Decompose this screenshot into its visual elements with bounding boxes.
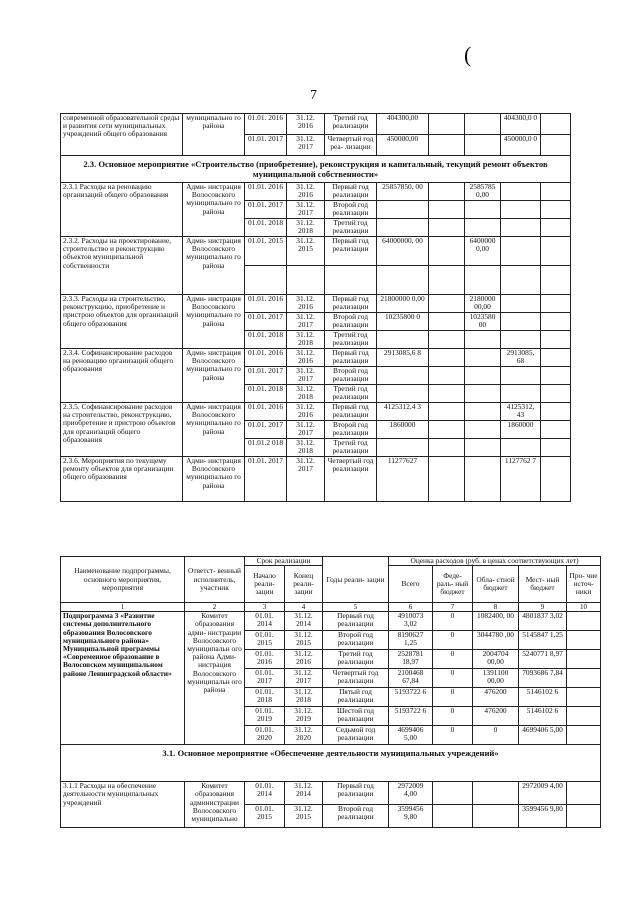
end-date: 31.12. 2017 — [287, 367, 325, 385]
start-date: 01.01. 2018 — [245, 219, 287, 237]
regional-budget: 6400000 0,00 — [465, 237, 501, 266]
column-number: 9 — [519, 603, 567, 612]
impl-year: Шестой год реализации — [323, 707, 389, 726]
federal-budget — [429, 385, 465, 403]
col-header-local: Мест- ный бюджет — [519, 566, 567, 603]
local-budget: 2913085, 68 — [501, 349, 541, 367]
subprogram-table — [60, 556, 601, 828]
table-row — [61, 114, 571, 135]
start-date: 01.01. 2018 — [245, 331, 287, 349]
executor: Адми- нистрация Волосовского муниципально го района — [183, 349, 245, 403]
other-sources — [541, 331, 571, 349]
local-budget: 1127762 7 — [501, 457, 541, 502]
start-date: 01.01.2 018 — [245, 439, 287, 457]
total-cost: 2913085,6 8 — [377, 349, 429, 367]
page-number: 7 — [310, 88, 317, 103]
end-date: 31.12. 2019 — [285, 707, 323, 726]
col-header-term: Срок реализации — [245, 557, 323, 566]
regional-budget — [465, 266, 501, 295]
regional-budget — [465, 135, 501, 156]
end-date: 31.12. 2017 — [287, 457, 325, 502]
total-cost: 11277627 — [377, 457, 429, 502]
regional-budget: 1082400, 00 — [473, 612, 519, 631]
impl-year: Первый год реализации — [325, 295, 377, 313]
total-cost — [377, 201, 429, 219]
local-budget — [501, 439, 541, 457]
impl-year: Первый год реализации — [323, 782, 389, 805]
column-number: 8 — [473, 603, 519, 612]
impl-year: Третий год реализации — [325, 219, 377, 237]
local-budget: 2972009 4,00 — [519, 782, 567, 805]
col-header-other: Про- чие источ- ники — [567, 566, 601, 603]
col-header-estimate: Оценка расходов (руб. в ценах соответствующих лет) — [389, 557, 601, 566]
start-date: 01.01. 2017 — [245, 457, 287, 502]
regional-budget — [465, 439, 501, 457]
table-row — [61, 183, 571, 201]
regional-budget — [465, 349, 501, 367]
regional-budget — [465, 219, 501, 237]
impl-year: Второй год реализации — [325, 201, 377, 219]
federal-budget — [429, 367, 465, 385]
other-sources — [567, 612, 601, 631]
end-date: 31.12. 2016 — [287, 295, 325, 313]
local-budget — [501, 219, 541, 237]
column-number: 7 — [433, 603, 473, 612]
federal-budget — [429, 183, 465, 201]
start-date: 01.01. 2020 — [245, 726, 285, 745]
total-cost: 8190627 1,25 — [389, 631, 433, 650]
total-cost: 5193722 6 — [389, 707, 433, 726]
regional-budget: 476200 — [473, 688, 519, 707]
other-sources — [567, 688, 601, 707]
end-date: 31.12. 2017 — [285, 669, 323, 688]
impl-year: Первый год реализации — [325, 237, 377, 266]
corner-mark: ( — [464, 42, 472, 67]
subprogram-name: Подпрограмма 3 «Развитие системы дополнительного образования Волосовского муниципального района» Муниципальной программы «Современное образование в Волосовском муниципальном районе Ленинградской области» — [61, 612, 185, 745]
regional-budget — [465, 114, 501, 135]
start-date: 01.01. 2016 — [245, 349, 287, 367]
regional-budget — [473, 805, 519, 828]
end-date: 31.12. 2017 — [287, 421, 325, 439]
federal-budget — [429, 201, 465, 219]
start-date: 01.01. 2017 — [245, 421, 287, 439]
column-number: 2 — [185, 603, 245, 612]
measure-name: 2.3.5. Софинансирование расходов на строительство, реконструкцию, приобретение и пристрою объектов для организаций общего образования — [61, 403, 183, 457]
regional-budget: 476200 — [473, 707, 519, 726]
impl-year: Первый год реализации — [325, 403, 377, 421]
federal-budget — [429, 266, 465, 295]
program-measures-table — [60, 113, 571, 502]
local-budget — [501, 367, 541, 385]
regional-budget — [465, 331, 501, 349]
impl-year: Третий год реализации — [325, 331, 377, 349]
total-cost: 2972009 4,00 — [389, 782, 433, 805]
regional-budget: 2180000 00,00 — [465, 295, 501, 313]
regional-budget — [465, 403, 501, 421]
total-cost — [377, 367, 429, 385]
col-header-end: Конец реали- зации — [285, 566, 323, 603]
executor: Адми- нистрация Волосовского муниципально го района — [183, 457, 245, 502]
local-budget — [501, 295, 541, 313]
executor: Комитет образования администрации Волосовского муниципально — [185, 782, 245, 828]
other-sources — [567, 707, 601, 726]
other-sources — [541, 349, 571, 367]
measure-name: 2.3.4. Софинансирование расходов на реновацию организаций общего образования — [61, 349, 183, 403]
federal-budget — [429, 237, 465, 266]
end-date: 31.12. 2015 — [285, 805, 323, 828]
start-date: 01.01. 2017 — [245, 313, 287, 331]
local-budget — [501, 266, 541, 295]
impl-year: Третий год реализации — [323, 650, 389, 669]
federal-budget — [429, 439, 465, 457]
impl-year: Третий год реализации — [325, 114, 377, 135]
federal-budget — [429, 135, 465, 156]
other-sources — [541, 114, 571, 135]
other-sources — [541, 237, 571, 266]
federal-budget — [433, 805, 473, 828]
start-date: 01.01. 2018 — [245, 688, 285, 707]
other-sources — [567, 805, 601, 828]
end-date: 31.12. 2018 — [287, 439, 325, 457]
local-budget: 5240771 8,97 — [519, 650, 567, 669]
start-date: 01.01. 2015 — [245, 631, 285, 650]
regional-budget: 1391100 00,00 — [473, 669, 519, 688]
col-header-federal: Феде- раль- ный бюджет — [433, 566, 473, 603]
total-cost: 2100468 67,84 — [389, 669, 433, 688]
total-cost: 2528781 18,97 — [389, 650, 433, 669]
measure-name: современной образовательной среды и развития сети муниципальных учреждений общего образования — [61, 114, 183, 156]
local-budget: 5145847 1,25 — [519, 631, 567, 650]
local-budget — [501, 331, 541, 349]
end-date: 31.12. 2016 — [287, 403, 325, 421]
start-date: 01.01. 2016 — [245, 183, 287, 201]
other-sources — [541, 421, 571, 439]
total-cost: 21800000 0,00 — [377, 295, 429, 313]
total-cost: 1860000 — [377, 421, 429, 439]
start-date: 01.01. 2015 — [245, 805, 285, 828]
end-date: 31.12. 2014 — [285, 782, 323, 805]
regional-budget: 2585785 0,00 — [465, 183, 501, 201]
total-cost — [377, 439, 429, 457]
impl-year: Пятый год реализации — [323, 688, 389, 707]
other-sources — [567, 782, 601, 805]
start-date: 01.01. 2018 — [245, 385, 287, 403]
total-cost: 4125312,4 3 — [377, 403, 429, 421]
federal-budget — [429, 219, 465, 237]
federal-budget: 0 — [433, 726, 473, 745]
start-date: 01.01. 2017 — [245, 669, 285, 688]
local-budget: 4125312, 43 — [501, 403, 541, 421]
impl-year: Второй год реализации — [325, 421, 377, 439]
start-date: 01.01. 2015 — [245, 237, 287, 266]
impl-year: Четвертый год реализации — [323, 669, 389, 688]
impl-year: Четвертый год реализации — [325, 457, 377, 502]
executor: Адми- нистрация Волосовского муниципально го района — [183, 237, 245, 295]
impl-year — [325, 266, 377, 295]
table-row — [61, 403, 571, 421]
impl-year: Второй год реализации — [325, 313, 377, 331]
table-row — [61, 457, 571, 502]
local-budget — [501, 237, 541, 266]
local-budget — [501, 385, 541, 403]
start-date — [245, 266, 287, 295]
regional-budget — [465, 457, 501, 502]
section-heading: 3.1. Основное мероприятие «Обеспечение деятельности муниципальных учреждений» — [61, 745, 601, 782]
local-budget: 404300,0 0 — [501, 114, 541, 135]
total-cost — [377, 331, 429, 349]
local-budget: 5146102 6 — [519, 707, 567, 726]
end-date: 31.12. 2014 — [285, 612, 323, 631]
regional-budget — [473, 782, 519, 805]
federal-budget — [429, 331, 465, 349]
federal-budget: 0 — [433, 669, 473, 688]
measure-name: 2.3.2. Расходы на проектирование, строительство и реконструкцию объектов муниципальной собственности — [61, 237, 183, 295]
total-cost: 404300,00 — [377, 114, 429, 135]
regional-budget — [465, 367, 501, 385]
regional-budget — [465, 421, 501, 439]
col-header-start: Начало реали- зации — [245, 566, 285, 603]
impl-year: Третий год реализации — [325, 385, 377, 403]
end-date: 31.12. 2016 — [287, 349, 325, 367]
other-sources — [541, 457, 571, 502]
total-cost: 4699406 5,00 — [389, 726, 433, 745]
end-date: 31.12. 2016 — [285, 650, 323, 669]
other-sources — [541, 403, 571, 421]
end-date: 31.12. 2017 — [287, 135, 325, 156]
local-budget: 4801837 3,02 — [519, 612, 567, 631]
total-cost: 4910073 3,02 — [389, 612, 433, 631]
regional-budget: 2004704 00,00 — [473, 650, 519, 669]
federal-budget — [429, 457, 465, 502]
measure-name: 2.3.1 Расходы на реновацию организаций общего образования — [61, 183, 183, 237]
start-date: 01.01. 2014 — [245, 612, 285, 631]
regional-budget — [465, 385, 501, 403]
federal-budget: 0 — [433, 631, 473, 650]
table-row — [61, 237, 571, 266]
federal-budget — [429, 349, 465, 367]
end-date: 31.12. 2018 — [287, 219, 325, 237]
col-header-regional: Обла- стной бюджет — [473, 566, 519, 603]
federal-budget: 0 — [433, 612, 473, 631]
col-header-name: Наименование подпрограммы, основного мероприятия, мероприятия — [61, 557, 185, 603]
column-number: 6 — [389, 603, 433, 612]
impl-year: Первый год реализации — [323, 612, 389, 631]
start-date: 01.01. 2017 — [245, 135, 287, 156]
end-date — [287, 266, 325, 295]
executor: Адми- нистрация Волосовского муниципально го района — [183, 295, 245, 349]
impl-year: Первый год реализации — [325, 183, 377, 201]
executor: муниципально го района — [183, 114, 245, 156]
local-budget: 5146102 6 — [519, 688, 567, 707]
impl-year: Второй год реализации — [325, 367, 377, 385]
local-budget — [501, 313, 541, 331]
start-date: 01.01. 2017 — [245, 201, 287, 219]
local-budget: 1860000 — [501, 421, 541, 439]
total-cost: 25857850, 00 — [377, 183, 429, 201]
other-sources — [541, 183, 571, 201]
impl-year: Седьмой год реализации — [323, 726, 389, 745]
total-cost: 10235800 0 — [377, 313, 429, 331]
other-sources — [567, 669, 601, 688]
federal-budget: 0 — [433, 688, 473, 707]
col-header-years: Годы реали- зации — [323, 557, 389, 603]
measure-name: 3.1.1 Расходы на обеспечение деятельности муниципальных учреждений — [61, 782, 185, 828]
federal-budget: 0 — [433, 707, 473, 726]
col-header-exec: Ответст- венный исполнитель, участник — [185, 557, 245, 603]
impl-year: Второй год реализации — [323, 805, 389, 828]
federal-budget — [429, 114, 465, 135]
start-date: 01.01. 2014 — [245, 782, 285, 805]
total-cost — [377, 385, 429, 403]
total-cost — [377, 219, 429, 237]
local-budget: 7093686 7,84 — [519, 669, 567, 688]
column-number: 10 — [567, 603, 601, 612]
start-date: 01.01. 2019 — [245, 707, 285, 726]
local-budget — [501, 201, 541, 219]
end-date: 31.12. 2017 — [287, 313, 325, 331]
section-heading: 2.3. Основное мероприятие «Строительство (приобретение), реконструкция и капитальный, текущий ремонт объектов муниципальной собственности» — [61, 156, 571, 183]
table-row — [61, 295, 571, 313]
other-sources — [541, 367, 571, 385]
impl-year: Третий год реализации — [325, 439, 377, 457]
end-date: 31.12. 2020 — [285, 726, 323, 745]
start-date: 01.01. 2016 — [245, 403, 287, 421]
federal-budget — [429, 295, 465, 313]
start-date: 01.01. 2017 — [245, 367, 287, 385]
federal-budget — [429, 313, 465, 331]
other-sources — [567, 631, 601, 650]
col-header-total: Всего — [389, 566, 433, 603]
total-cost: 3599456 9,80 — [389, 805, 433, 828]
table-row — [61, 349, 571, 367]
table-row — [61, 612, 601, 631]
column-number: 4 — [285, 603, 323, 612]
federal-budget — [429, 403, 465, 421]
other-sources — [541, 439, 571, 457]
other-sources — [541, 201, 571, 219]
end-date: 31.12. 2016 — [287, 183, 325, 201]
start-date: 01.01. 2016 — [245, 295, 287, 313]
other-sources — [567, 726, 601, 745]
end-date: 31.12. 2018 — [287, 385, 325, 403]
executor: Адми- нистрация Волосовского муниципально го района — [183, 183, 245, 237]
regional-budget: 3044780 ,00 — [473, 631, 519, 650]
column-number: 3 — [245, 603, 285, 612]
measure-name: 2.3.3. Расходы на строительство, реконструкцию, приобретение и пристрою объектов для организаций общего образования — [61, 295, 183, 349]
regional-budget: 0 — [473, 726, 519, 745]
start-date: 01.01. 2016 — [245, 650, 285, 669]
other-sources — [541, 313, 571, 331]
end-date: 31.12. 2015 — [285, 631, 323, 650]
local-budget — [501, 183, 541, 201]
regional-budget — [465, 201, 501, 219]
other-sources — [541, 266, 571, 295]
local-budget: 4699406 5,00 — [519, 726, 567, 745]
local-budget: 450000,0 0 — [501, 135, 541, 156]
impl-year: Второй год реализации — [323, 631, 389, 650]
end-date: 31.12. 2018 — [287, 331, 325, 349]
executor: Адми- нистрация Волосовского муниципально го района — [183, 403, 245, 457]
total-cost: 5193722 6 — [389, 688, 433, 707]
other-sources — [541, 219, 571, 237]
table-row — [61, 782, 601, 805]
end-date: 31.12. 2018 — [285, 688, 323, 707]
column-number: 1 — [61, 603, 185, 612]
end-date: 31.12. 2017 — [287, 201, 325, 219]
total-cost — [377, 266, 429, 295]
other-sources — [541, 135, 571, 156]
impl-year: Первый год реализации — [325, 349, 377, 367]
federal-budget — [429, 421, 465, 439]
federal-budget: 0 — [433, 650, 473, 669]
total-cost: 64000000, 00 — [377, 237, 429, 266]
executor: Комитет образования адми- нистрации Волосовского муниципальн ого района Адми- нистрация Волосовского муниципальн ого района — [185, 612, 245, 745]
local-budget: 3599456 9,80 — [519, 805, 567, 828]
measure-name: 2.3.6. Мероприятия по текущему ремонту объектов для организации общего образования — [61, 457, 183, 502]
regional-budget: 1023580 00 — [465, 313, 501, 331]
other-sources — [541, 385, 571, 403]
impl-year: Четвертый год реа- лизации — [325, 135, 377, 156]
other-sources — [567, 650, 601, 669]
start-date: 01.01. 2016 — [245, 114, 287, 135]
end-date: 31.12. 2015 — [287, 237, 325, 266]
other-sources — [541, 295, 571, 313]
end-date: 31.12. 2016 — [287, 114, 325, 135]
column-number: 5 — [323, 603, 389, 612]
total-cost: 450000,00 — [377, 135, 429, 156]
federal-budget — [433, 782, 473, 805]
